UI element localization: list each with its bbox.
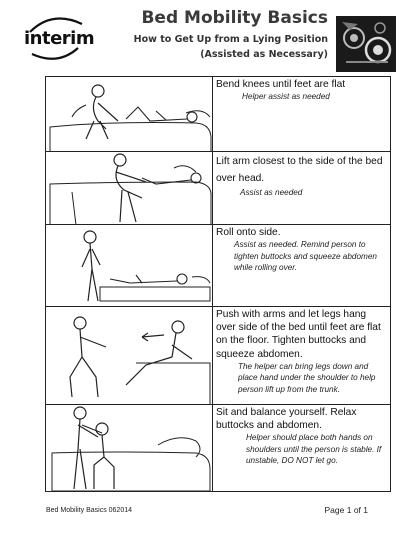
step-1-text: [216, 78, 388, 103]
page-subtitle: [134, 32, 328, 62]
page-title: Bed Mobility Basics: [141, 8, 328, 28]
step-row-3: [46, 225, 390, 307]
step-5-instruction: Sit and balance yourself. Relax buttocks and abdomen.: [216, 407, 357, 432]
step-2-illustration: [46, 152, 213, 224]
document-id: Bed Mobility Basics 062014: [46, 507, 132, 514]
step-3-illustration: [46, 225, 213, 306]
step-5-text: [216, 406, 388, 467]
step-3-text: [216, 226, 388, 274]
logo-text: interim: [24, 28, 95, 49]
step-4-illustration: [46, 307, 213, 404]
step-row-2: [46, 152, 390, 225]
interim-logo: [22, 14, 95, 64]
step-1-illustration: [46, 77, 213, 151]
step-4-text: [216, 308, 388, 395]
subtitle-line-1: How to Get Up from a Lying Position: [133, 34, 328, 45]
step-row-4: [46, 307, 390, 405]
step-2-note: Assist as needed: [240, 188, 303, 197]
step-row-1: [46, 77, 390, 152]
gears-icon: [336, 16, 396, 72]
step-1-instruction: Bend knees until feet are flat: [216, 79, 346, 90]
step-5-note: Helper should place both hands on shoulders until the person is stable. If unstable, DO NOT let go.: [246, 433, 382, 466]
step-3-note: Assist as needed. Remind person to tighten buttocks and squeeze abdomen while rolling over.: [234, 240, 377, 273]
step-4-note: The helper can bring legs down and place hand under the shoulder to help person lift up from the trunk.: [238, 361, 376, 394]
step-2-instruction: Lift arm closest to the side of the bed over head.: [216, 156, 383, 184]
step-2-text: [216, 153, 388, 199]
steps-table: [45, 76, 391, 492]
step-row-5: [46, 405, 390, 491]
subtitle-line-2: (Assisted as Necessary): [200, 49, 328, 60]
step-4-instruction: Push with arms and let legs hang over side of the bed until feet are flat on the floor. Tighten buttocks and squeeze abdomen.: [216, 309, 381, 360]
step-5-illustration: [46, 405, 213, 491]
step-1-note: Helper assist as needed: [242, 92, 330, 102]
step-3-instruction: Roll onto side.: [216, 227, 281, 238]
page-number: Page 1 of 1: [324, 505, 368, 515]
gears-emblem: [336, 16, 396, 72]
